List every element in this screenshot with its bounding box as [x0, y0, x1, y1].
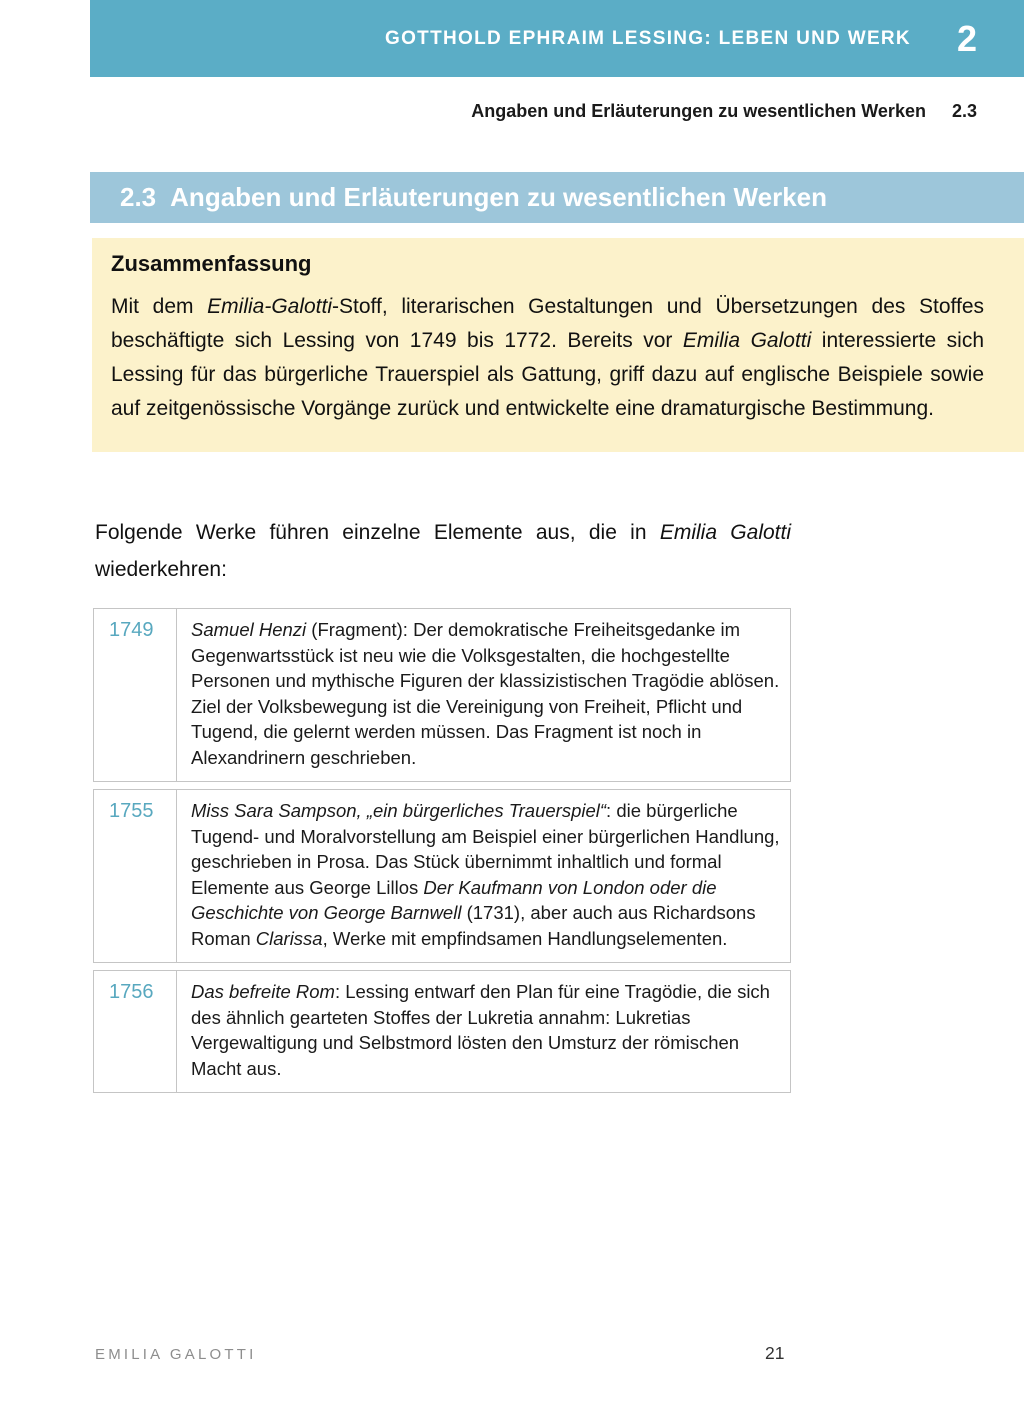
intro-paragraph: Folgende Werke führen einzelne Elemente aus, die in Emilia Galotti wiederkehren: — [95, 521, 791, 581]
section-heading — [90, 172, 1024, 223]
table-text-cell: Das befreite Rom: Lessing entwarf den Plan für eine Tragödie, die sich des ähnlich gearteten Stoffes der Lukretia annahm: Lukretias Vergewaltigung und Selbstmord lösten den Umsturz der römischen Macht aus. — [191, 981, 770, 1079]
running-header — [471, 101, 977, 122]
table-row — [93, 970, 791, 1093]
table-text-cell: Miss Sara Sampson, „ein bürgerliches Trauerspiel“: die bürgerliche Tugend- und Moralvorstellung am Beispiel einer bürgerlichen Handlung, geschrieben in Prosa. Das Stück übernimmt inhaltlich und formal Elemente aus George Lillos Der Kaufmann von London oder die Geschichte von George Barnwell (1731), aber auch aus Richardsons Roman Clarissa, Werke mit empfindsamen Handlungselementen. — [191, 800, 780, 949]
section-heading-number: 2.3 — [120, 182, 157, 212]
running-header-section-number: 2.3 — [951, 101, 977, 121]
table-row — [93, 789, 791, 963]
section-heading-title: Angaben und Erläuterungen zu wesentlichen Werken — [170, 182, 827, 212]
table-year-cell: 1756 — [94, 971, 177, 1092]
chapter-number: 2 — [956, 17, 977, 59]
footer-book-title: EMILIA GALOTTI — [95, 1346, 257, 1363]
table-year-cell: 1749 — [94, 609, 177, 781]
summary-heading: Zusammenfassung — [111, 251, 312, 276]
works-table — [93, 608, 791, 1100]
footer-page-number: 21 — [765, 1343, 785, 1363]
table-text-cell: Samuel Henzi (Fragment): Der demokratische Freiheitsgedanke im Gegenwartsstück ist neu wie die Volksgestalten, die hochgestellte Personen und mythische Figuren der klassizistischen Tragödie ablösen. Ziel der Volksbewegung ist die Vereinigung von Freiheit, Pflicht und Tugend, die gelernt werden müssen. Das Fragment ist noch in Alexandrinern geschrieben. — [191, 619, 780, 768]
table-row — [93, 608, 791, 782]
summary-box — [92, 238, 1024, 452]
chapter-banner — [90, 0, 1024, 77]
table-year-cell: 1755 — [94, 790, 177, 962]
summary-paragraph: Mit dem Emilia-Galotti-Stoff, literarischen Gestaltungen und Übersetzungen des Stoffes beschäftigte sich Lessing von 1749 bis 1772. Bereits vor Emilia Galotti interessierte sich Lessing für das bürgerliche Trauerspiel als Gattung, griff dazu auf englische Beispiele sowie auf zeitgenössische Vorgänge zurück und entwickelte eine dramaturgische Bestimmung. — [111, 295, 985, 420]
running-header-title: Angaben und Erläuterungen zu wesentlichen Werken — [471, 101, 926, 121]
chapter-banner-title: GOTTHOLD EPHRAIM LESSING: LEBEN UND WERK — [385, 27, 911, 49]
